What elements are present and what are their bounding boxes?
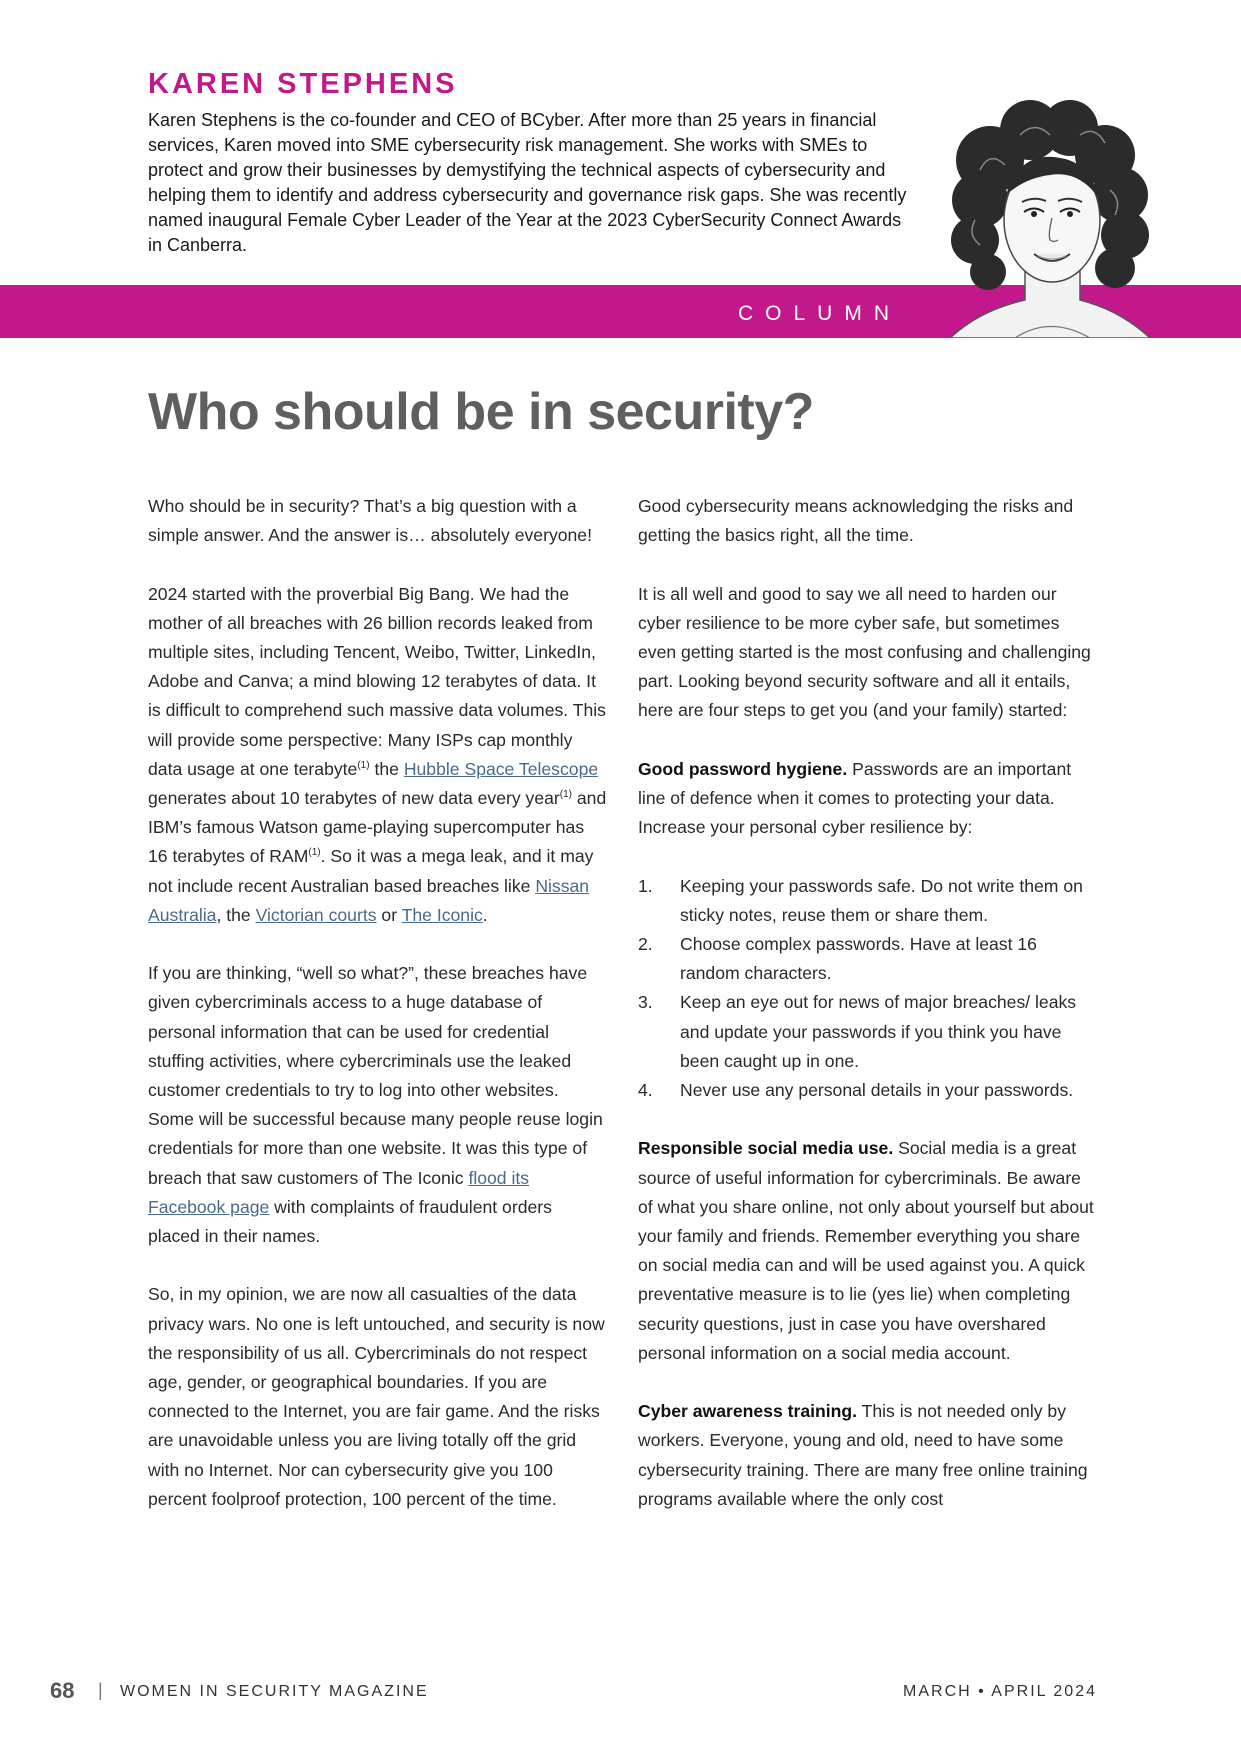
section-heading: Cyber awareness training. [638,1401,858,1422]
list-item: 3. Keep an eye out for news of major breaches/ leaks and update your passwords if you think you have been caught up in one. [638,992,1077,1071]
paragraph-basics: Good cybersecurity means acknowledging the risks and getting the basics right, all the time. [638,496,1074,546]
nissan-australia-link[interactable]: Nissan Australia [148,875,590,925]
author-portrait-illustration [920,100,1170,338]
footnote-ref: (1) [357,759,370,771]
magazine-name: WOMEN IN SECURITY MAGAZINE [120,1683,429,1700]
paragraph-password-hygiene: Good password hygiene. Passwords are an important line of defence when it comes to protecting your data. Increase your personal cyber resilience by: [638,758,1072,838]
page-footer [50,1678,1097,1708]
column-label: COLUMN [737,302,901,325]
article-title: Who should be in security? [148,383,814,441]
section-heading: Responsible social media use. [638,1138,894,1159]
victorian-courts-link[interactable]: Victorian courts [255,904,377,925]
paragraph-so-what: If you are thinking, “well so what?”, these breaches have given cybercriminals access to a huge database of personal information that can be used for credential stuffing activities, where cybercriminals use the leaked customer credentials to try to log into other websites. Some will be successful because many people reuse login credentials for more than one website. It was this type of breach that saw customers of The Iconic flood its Facebook page with complaints of fraudulent orders placed in their names. [148,963,603,1247]
paragraph-getting-started: It is all well and good to say we all need to harden our cyber resilience to be more cyber safe, but sometimes even getting started is the most confusing and challenging part. Looking beyond security software and all it entails, here are four steps to get you (and your family) started: [638,583,1091,721]
page-number: 68 [50,1678,75,1703]
article-column-right [638,492,1098,1543]
password-steps-list [638,872,1098,1106]
list-item: 1. Keeping your passwords safe. Do not write them on sticky notes, reuse them or share them. [638,875,1083,925]
issue-date: MARCH • APRIL 2024 [903,1683,1097,1700]
footnote-ref: (1) [559,789,572,801]
footer-separator: | [98,1680,103,1700]
paragraph-awareness-training: Cyber awareness training. This is not needed only by workers. Everyone, young and old, need to have some cybersecurity training. There are many free online training programs available where the only cost [638,1401,1088,1509]
list-item: 2. Choose complex passwords. Have at least 16 random characters. [638,934,1037,984]
footnote-ref: (1) [308,847,321,859]
paragraph-casualties: So, in my opinion, we are now all casualties of the data privacy wars. No one is left untouched, and security is now the responsibility of us all. Cybercriminals do not respect age, gender, or geographical boundaries. If you are connected to the Internet, you are fair game. And the risks are unavoidable unless you are living totally off the grid with no Internet. Nor can cybersecurity give you 100 percent foolproof protection, 100 percent of the time. [148,1284,605,1509]
facebook-page-link[interactable]: flood its Facebook page [148,1167,530,1217]
list-item: 4. Never use any personal details in your passwords. [638,1080,1074,1101]
hubble-telescope-link[interactable]: Hubble Space Telescope [403,758,599,779]
paragraph-social-media: Responsible social media use. Social media is a great source of useful information for cybercriminals. Be aware of what you share online, not only about yourself but about your family and friends. Remember everything you share on social media can and will be used against you. A quick preventative measure is to lie (yes lie) when completing security questions, just in case you have overshared personal information on a social media account. [638,1138,1094,1363]
author-name: KAREN STEPHENS [148,68,458,100]
article-column-left [148,492,608,1543]
paragraph-intro: Who should be in security? That’s a big question with a simple answer. And the answer is… absolutely everyone! [148,496,592,546]
the-iconic-link[interactable]: The Iconic [401,904,483,925]
section-heading: Good password hygiene. [638,758,848,779]
author-bio: Karen Stephens is the co-founder and CEO of BCyber. After more than 25 years in financial services, Karen moved into SME cybersecurity risk management. She works with SMEs to protect and grow their businesses by demystifying the technical aspects of cybersecurity and helping them to identify and address cybersecurity and governance risk gaps. She was recently named inaugural Female Cyber Leader of the Year at the 2023 CyberSecurity Connect Awards in Canberra. [148,110,907,255]
paragraph-big-bang: 2024 started with the proverbial Big Bang. We had the mother of all breaches with 26 billion records leaked from multiple sites, including Tencent, Weibo, Twitter, LinkedIn, Adobe and Canva; a mind blowing 12 terabytes of data. It is difficult to comprehend such massive data volumes. This will provide some perspective: Many ISPs cap monthly data usage at one terabyte$^{(1)}$ the Hubble Space Telescope generates about 10 terabytes of new data every year$^{(1)}$ and IBM’s famous Watson game-playing supercomputer has 16 terabytes of RAM$^{(1)}$. So it was a mega leak, and it may not include recent Australian based breaches like Nissan Australia, the Victorian courts or The Iconic. [148,583,607,925]
